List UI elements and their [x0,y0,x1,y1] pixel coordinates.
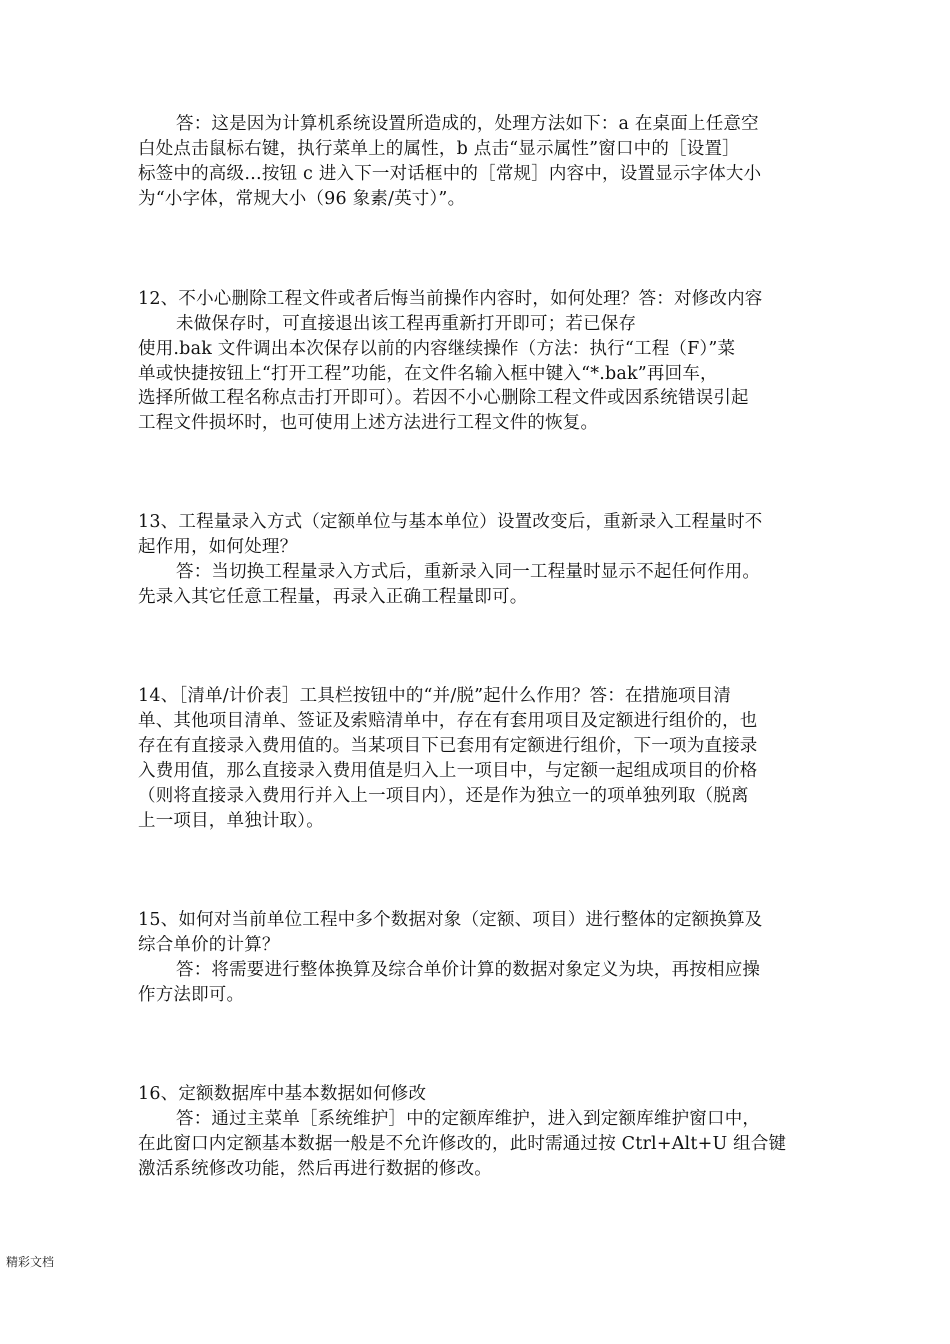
answer-11-line-4: 为“小字体，常规大小（96 象素/英寸）”。 [138,189,466,209]
question-15-line-2: 综合单价的计算？ [138,935,280,955]
answer-16-line-3: 激活系统修改功能，然后再进行数据的修改。 [138,1159,492,1179]
answer-11-line-1: 答：这是因为计算机系统设置所造成的，处理方法如下：a 在桌面上任意空 [176,114,759,134]
footer-label: 精彩文档 [6,1255,55,1269]
answer-14-line-2: 单、其他项目清单、签证及索赔清单中，存在有套用项目及定额进行组价的，也 [138,711,758,731]
answer-15-line-1: 答：将需要进行整体换算及综合单价计算的数据对象定义为块，再按相应操 [176,960,761,980]
question-14-line-1: 14、［清单/计价表］工具栏按钮中的“并/脱”起什么作用？答：在措施项目清 [138,686,732,706]
answer-12-line-6: 工程文件损坏时，也可使用上述方法进行工程文件的恢复。 [138,413,599,433]
answer-13-line-2: 先录入其它任意工程量，再录入正确工程量即可。 [138,587,528,607]
answer-11-line-3: 标签中的高级…按钮 c 进入下一对话框中的［常规］内容中，设置显示字体大小 [138,164,762,184]
answer-12-line-2: 未做保存时，可直接退出该工程再重新打开即可；若已保存 [176,314,637,334]
answer-16-line-1: 答：通过主菜单［系统维护］中的定额库维护，进入到定额库维护窗口中， [176,1109,761,1129]
question-13-line-1: 13、工程量录入方式（定额单位与基本单位）设置改变后，重新录入工程量时不 [138,512,763,532]
answer-14-line-5: （则将直接录入费用行并入上一项目内），还是作为独立一的项单独列取（脱离 [138,786,749,806]
answer-14-line-6: 上一项目，单独计取）。 [138,811,324,831]
question-13-line-2: 起作用，如何处理？ [138,537,298,557]
answer-12-line-5: 选择所做工程名称点击打开即可）。若因不小心删除工程文件或因系统错误引起 [138,388,749,408]
answer-14-line-3: 存在有直接录入费用值的。当某项目下已套用有定额进行组价，下一项为直接录 [138,736,758,756]
question-15-line-1: 15、如何对当前单位工程中多个数据对象（定额、项目）进行整体的定额换算及 [138,910,763,930]
answer-11-line-2: 白处点击鼠标右键，执行菜单上的属性，b 点击“显示属性”窗口中的［设置］ [138,139,740,159]
answer-14-line-4: 入费用值，那么直接录入费用值是归入上一项目中，与定额一起组成项目的价格 [138,761,758,781]
answer-15-line-2: 作方法即可。 [138,985,245,1005]
answer-12-line-3: 使用.bak 文件调出本次保存以前的内容继续操作（方法：执行“工程（F）”菜 [138,339,736,359]
answer-12-line-4: 单或快捷按钮上“打开工程”功能，在文件名输入框中键入“*.bak”再回车， [138,364,718,384]
answer-16-line-2: 在此窗口内定额基本数据一般是不允许修改的，此时需通过按 Ctrl+Alt+U 组合键 [138,1134,787,1154]
answer-13-line-1: 答：当切换工程量录入方式后，重新录入同一工程量时显示不起任何作用。 [176,562,761,582]
question-12-line-1: 12、不小心删除工程文件或者后悔当前操作内容时，如何处理？答：对修改内容 [138,289,763,309]
question-16-line-1: 16、定额数据库中基本数据如何修改 [138,1084,427,1104]
